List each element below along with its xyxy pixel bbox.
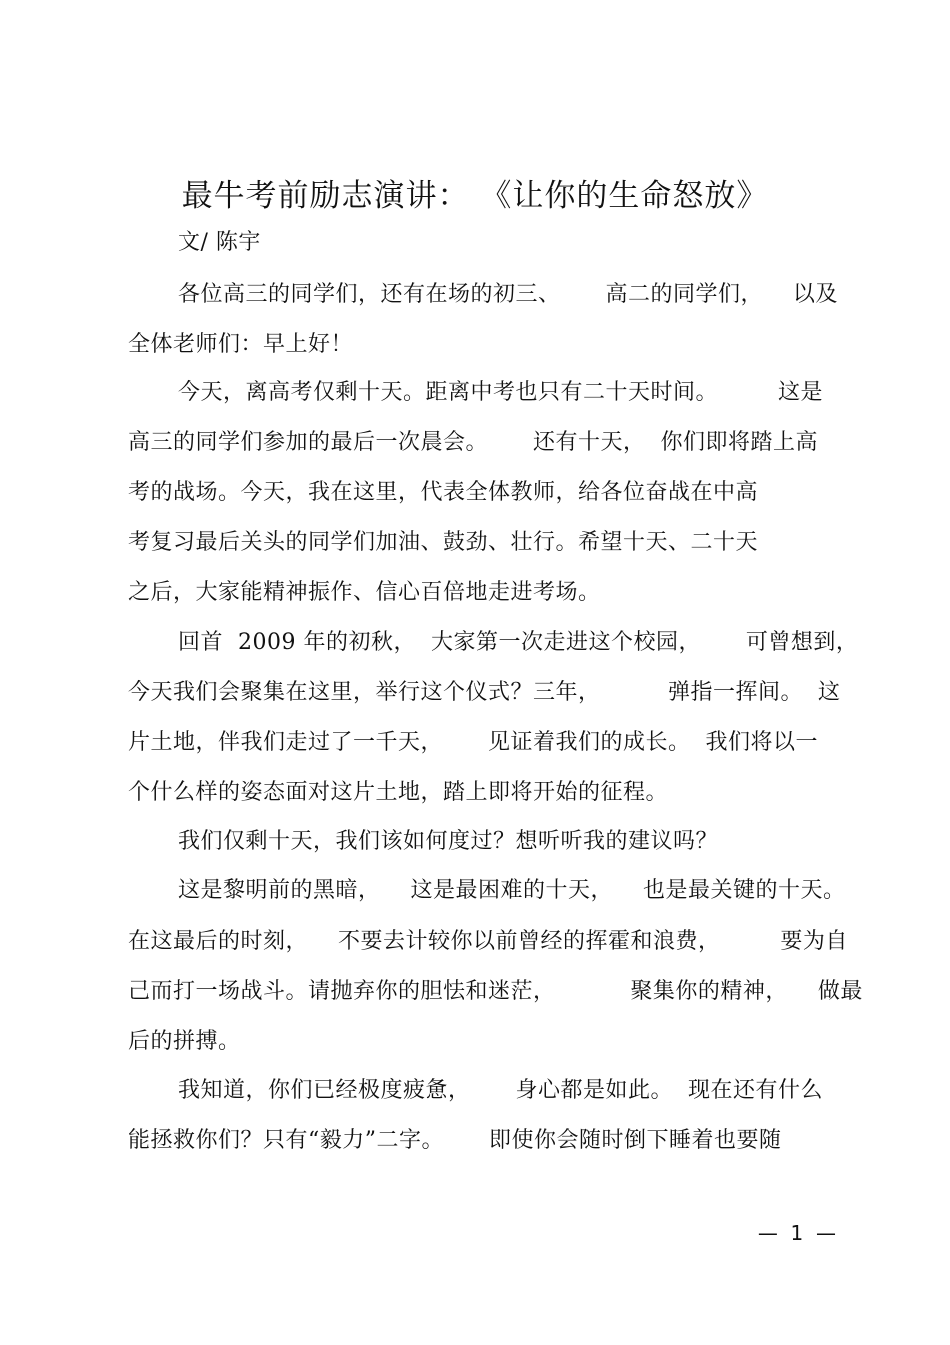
paragraph-line: 考的战场。今天，我在这里，代表全体教师，给各位奋战在中高 bbox=[128, 480, 759, 505]
page-number: — 1 — bbox=[757, 1221, 836, 1245]
paragraph-line: 后的拼搏。 bbox=[128, 1029, 241, 1054]
paragraph-line: 片土地，伴我们走过了一千天， 见证着我们的成长。 我们将以一 bbox=[128, 730, 818, 755]
paragraph-line: 今天，离高考仅剩十天。距离中考也只有二十天时间。 这是 bbox=[178, 380, 823, 405]
paragraph-line: 能拯救你们？只有“毅力”二字。 即使你会随时倒下睡着也要随 bbox=[128, 1128, 782, 1153]
paragraph-line: 全体老师们：早上好！ bbox=[128, 332, 354, 357]
paragraph-line: 个什么样的姿态面对这片土地，踏上即将开始的征程。 bbox=[128, 780, 669, 805]
paragraph-line: 考复习最后关头的同学们加油、鼓劲、壮行。希望十天、二十天 bbox=[128, 530, 759, 555]
paragraph-line: 己而打一场战斗。请抛弃你的胆怯和迷茫， 聚集你的精神， 做最 bbox=[128, 979, 863, 1004]
paragraph-line: 这是黎明前的黑暗， 这是最困难的十天， 也是最关键的十天。 bbox=[178, 878, 846, 903]
paragraph-line: 高三的同学们参加的最后一次晨会。 还有十天， 你们即将踏上高 bbox=[128, 430, 818, 455]
paragraph-line: 今天我们会聚集在这里，举行这个仪式？三年， 弹指一挥间。 这 bbox=[128, 680, 841, 705]
paragraph-line: 我知道，你们已经极度疲惫， 身心都是如此。 现在还有什么 bbox=[178, 1078, 823, 1103]
paragraph-line: 之后，大家能精神振作、信心百倍地走进考场。 bbox=[128, 580, 601, 605]
paragraph-line: 各位高三的同学们，还有在场的初三、 高二的同学们， 以及 bbox=[178, 282, 838, 307]
page-title: 最牛考前励志演讲： 《让你的生命怒放》 bbox=[181, 178, 769, 214]
author-line: 文/ 陈宇 bbox=[178, 230, 261, 255]
paragraph-line: 回首 2009 年的初秋， 大家第一次走进这个校园， 可曾想到， bbox=[178, 630, 859, 655]
paragraph-line: 我们仅剩十天，我们该如何度过？想听听我的建议吗？ bbox=[178, 829, 719, 854]
paragraph-line: 在这最后的时刻， 不要去计较你以前曾经的挥霍和浪费， 要为自 bbox=[128, 929, 848, 954]
